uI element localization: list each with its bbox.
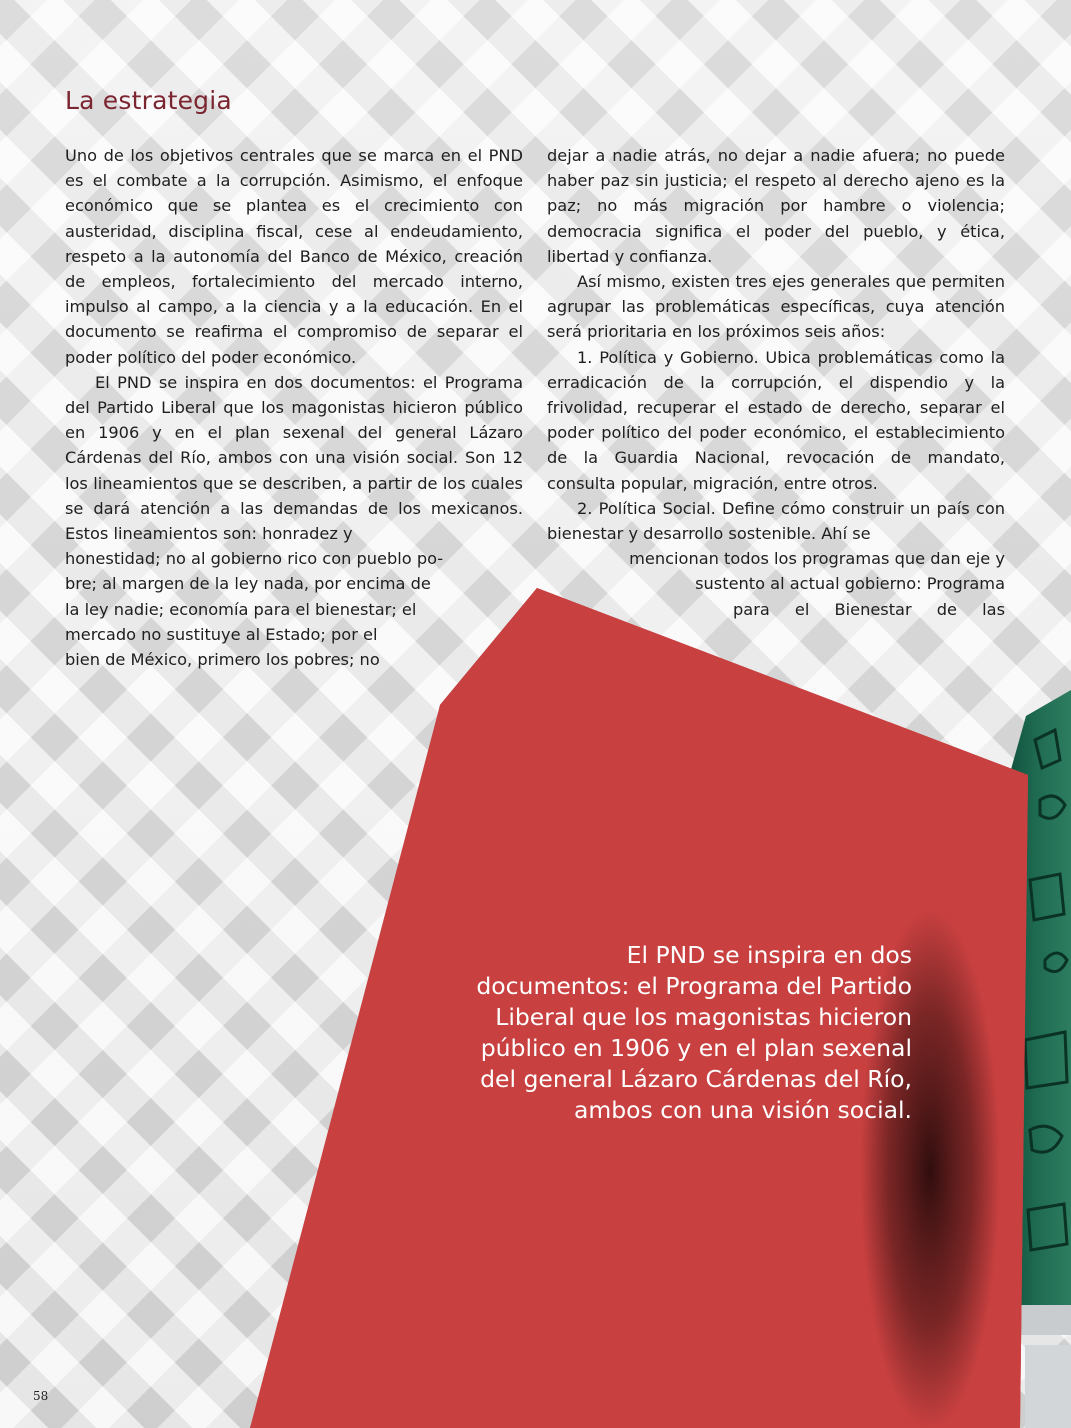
right-paragraph-2: Así mismo, existen tres ejes generales que permiten agrupar las problemáticas específicas, cuya atención será prioritaria en los próximos seis años: <box>547 272 1005 342</box>
left-paragraph-1: Uno de los objetivos centrales que se marca en el PND es el combate a la corrupción. Asimismo, el enfoque económico que se plantea es el crecimiento con austeridad, disciplina fiscal, cese al endeudamiento, respeto a la autonomía del Banco de México, creación de empleos, fortalecimiento del mercado interno, impulso al campo, a la ciencia y a la educación. En el documento se reafirma el compromiso de separar el poder político del poder económico. <box>65 146 523 367</box>
section-heading: La estrategia <box>65 86 232 115</box>
right-paragraph-4-wrap <box>547 546 1005 622</box>
right-text-column <box>547 143 1005 622</box>
text-line: la ley nadie; economía para el bienestar; el <box>65 599 417 619</box>
left-text-column <box>65 143 523 672</box>
text-line: honestidad; no al gobierno rico con pueblo po- <box>65 549 444 569</box>
right-paragraph-3: 1. Política y Gobierno. Ubica problemáticas como la erradicación de la corrupción, el dispendio y la frivolidad, recuperar el estado de derecho, separar el poder político del poder económico, el establecimiento de la Guardia Nacional, revocación de mandato, consulta popular, migración, entre otros. <box>547 347 1005 493</box>
text-line: bien de México, primero los pobres; no <box>65 650 380 670</box>
text-line: para el Bienestar de las <box>733 599 1005 619</box>
text-line: mencionan todos los programas que dan eje y <box>629 549 1005 569</box>
text-line: mercado no sustituye al Estado; por el <box>65 624 378 644</box>
right-paragraph-1: dejar a nadie atrás, no dejar a nadie afuera; no puede haber paz sin justicia; el respeto al derecho ajeno es la paz; no más migración por hambre o violencia; democracia significa el poder del pueblo, y ética, libertad y confianza. <box>547 146 1005 266</box>
pull-quote: El PND se inspira en dos documentos: el Programa del Partido Liberal que los magonistas hicieron público en 1906 y en el plan sexenal del general Lázaro Cárdenas del Río, ambos con una visión social. <box>476 941 912 1124</box>
right-paragraph-4: 2. Política Social. Define cómo construir un país con bienestar y desarrollo sostenible. Ahí se <box>547 498 1005 544</box>
text-line: sustento al actual gobierno: Programa <box>695 574 1005 594</box>
left-paragraph-2: El PND se inspira en dos documentos: el Programa del Partido Liberal que los magonistas hicieron público en 1906 y en el plan sexenal del general Lázaro Cárdenas del Río, ambos con una visión social. Son 12 los lineamientos que se describen, a partir de los cuales se dará atención a las demandas de los mexicanos. Estos lineamientos son: honradez y <box>65 372 523 544</box>
page-number: 58 <box>33 1389 49 1403</box>
text-line: bre; al margen de la ley nada, por encima de <box>65 574 431 594</box>
left-paragraph-2-wrap <box>65 546 523 672</box>
